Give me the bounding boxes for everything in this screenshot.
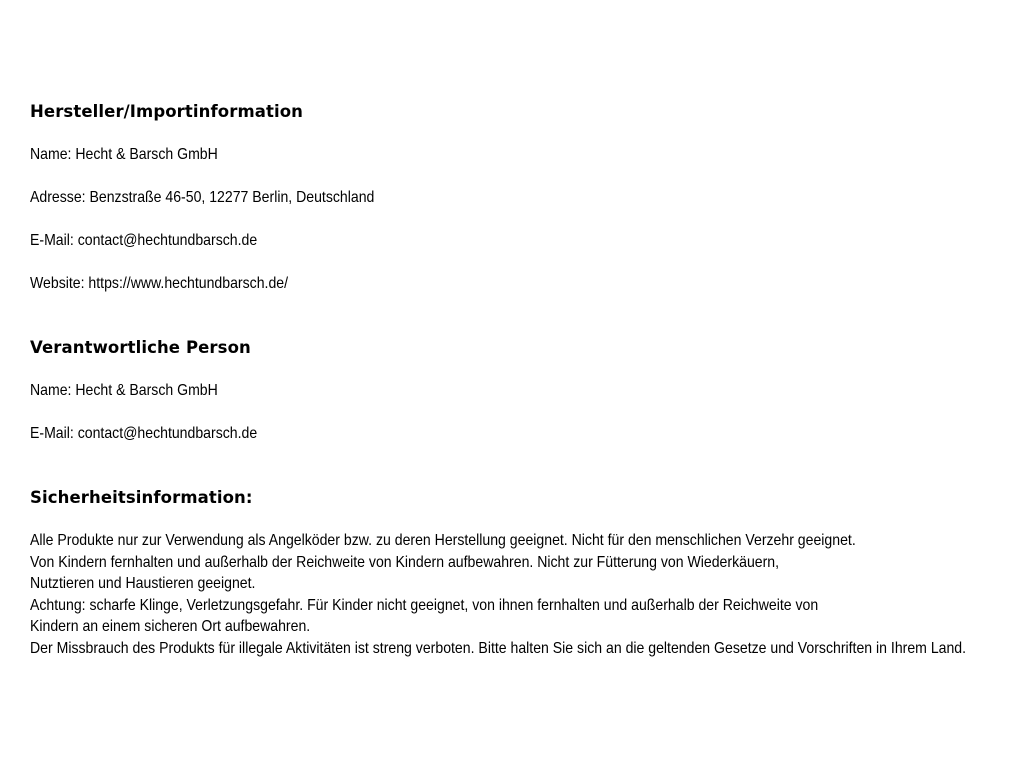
responsible-person-section	[30, 337, 1020, 445]
manufacturer-section	[30, 101, 1020, 295]
responsible-person-name: Name: Hecht & Barsch GmbH	[30, 382, 218, 399]
safety-text-line: Der Missbrauch des Produkts für illegale Aktivitäten ist streng verboten. Bitte halten Sie sich an die geltenden Gesetze und Vorschriften in Ihrem Land.	[30, 639, 967, 657]
safety-text-line: Achtung: scharfe Klinge, Verletzungsgefahr. Für Kinder nicht geeignet, von ihnen fernhalten und außerhalb der Reichweite von	[30, 596, 819, 614]
manufacturer-website: Website: https://www.hechtundbarsch.de/	[30, 275, 289, 292]
responsible-person-heading: Verantwortliche Person	[30, 338, 251, 357]
safety-text-line: Von Kindern fernhalten und außerhalb der Reichweite von Kindern aufbewahren. Nicht zur Fütterung von Wiederkäuern,	[30, 553, 780, 571]
responsible-person-email: E-Mail: contact@hechtundbarsch.de	[30, 425, 258, 442]
safety-text-line: Kindern an einem sicheren Ort aufbewahren.	[30, 618, 311, 636]
manufacturer-heading: Hersteller/Importinformation	[30, 102, 304, 121]
manufacturer-email: E-Mail: contact@hechtundbarsch.de	[30, 232, 258, 249]
manufacturer-address: Adresse: Benzstraße 46-50, 12277 Berlin, Deutschland	[30, 189, 375, 206]
product-info-document	[30, 101, 1020, 660]
safety-section	[30, 487, 1020, 660]
safety-heading: Sicherheitsinformation:	[30, 488, 253, 507]
safety-text-line: Alle Produkte nur zur Verwendung als Angelköder bzw. zu deren Herstellung geeignet. Nicht für den menschlichen Verzehr geeignet.	[30, 532, 856, 549]
safety-text-line: Nutztieren und Haustieren geeignet.	[30, 575, 256, 593]
manufacturer-name: Name: Hecht & Barsch GmbH	[30, 146, 218, 163]
